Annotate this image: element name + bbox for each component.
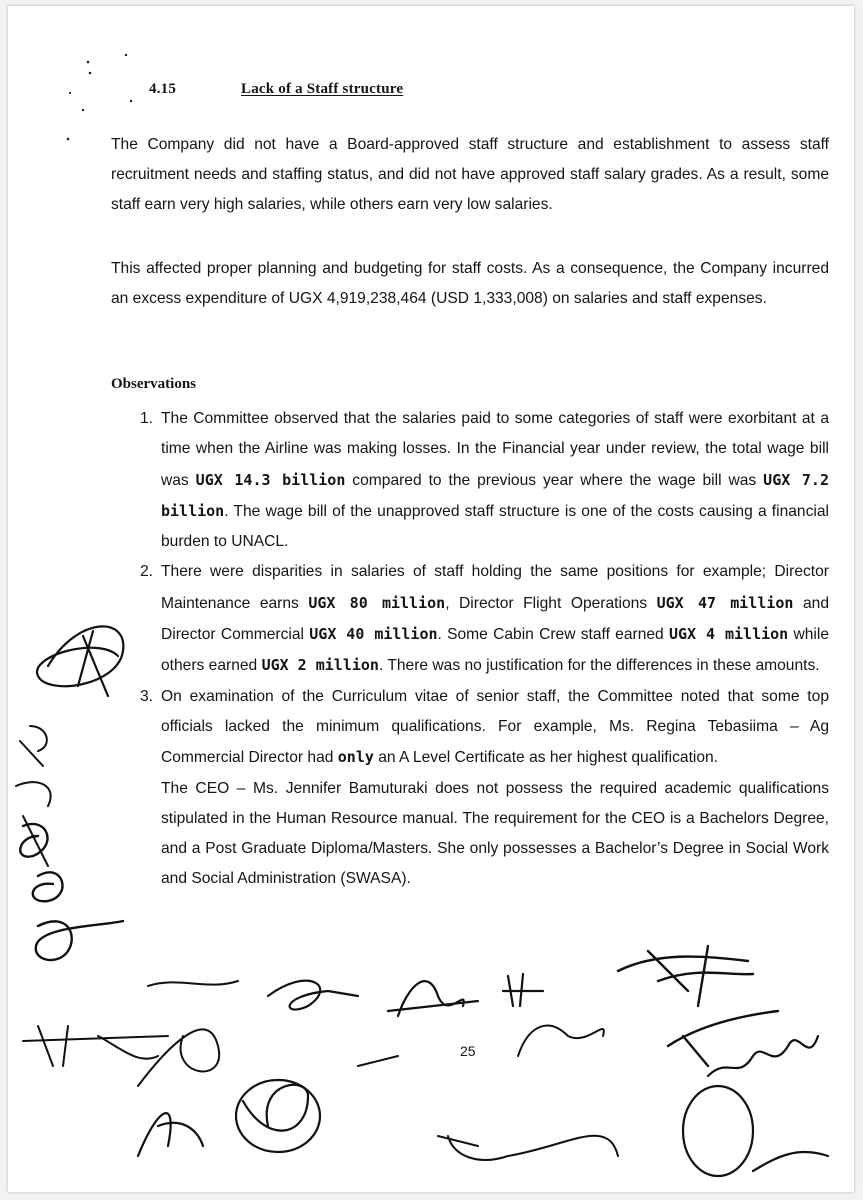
observation-number: 1. <box>140 410 154 427</box>
section-heading <box>149 81 403 98</box>
observation-text: On examination of the Curriculum vitae of senior staff, the Committee noted that some top officials lacked the minimum qualifications. For example, Ms. Regina Tebasiima – Ag Commercial Director had <box>161 687 829 767</box>
signature-bottom-left-1 <box>23 981 238 1086</box>
intro-paragraph-1 <box>111 130 829 220</box>
signature-left-3 <box>20 824 123 960</box>
observation-item <box>111 682 829 895</box>
observation-text: . The wage bill of the unapproved staff structure is one of the costs causing a financial burden to UNACL. <box>161 502 829 551</box>
observation-text: and Director Commercial <box>161 594 829 644</box>
page-number: 25 <box>460 1043 476 1059</box>
signature-left-2 <box>16 726 51 866</box>
observations-heading: Observations <box>111 376 197 392</box>
emphasized-amount: UGX 2 million <box>261 656 379 675</box>
observation-text: The Committee observed that the salaries paid to some categories of staff were exorbitant at a time when the Airline was making losses. In the Financial year under review, the total wage bill was <box>161 410 829 489</box>
observation-text: while others earned <box>161 626 829 675</box>
signature-right-2 <box>683 1036 828 1176</box>
section-number: 4.15 <box>149 81 177 97</box>
observation-text: , Director Flight Operations <box>445 594 657 612</box>
paragraph-text: The Company did not have a Board-approved staff structure and establishment to assess staff recruitment needs and staffing status, and did not have approved staff salary grades. As a result, some staff earn very high salaries, while others earn very low salaries. <box>111 136 829 213</box>
observation-text: . There was no justification for the differences in these amounts. <box>378 657 820 675</box>
document-page <box>8 6 854 1192</box>
emphasized-amount: UGX 80 million <box>308 593 446 612</box>
emphasized-amount: UGX 14.3 billion <box>195 470 346 489</box>
emphasized-amount: UGX 40 million <box>309 625 438 644</box>
observation-item <box>111 557 829 681</box>
observation-text: . Some Cabin Crew staff earned <box>437 626 669 644</box>
emphasized-amount: UGX 47 million <box>656 593 794 612</box>
observation-text: There were disparities in salaries of staff holding the same positions for example; Director Maintenance earns <box>161 563 829 612</box>
signature-center-1 <box>268 974 543 1016</box>
signature-center-2 <box>358 1026 618 1160</box>
signature-right-1 <box>618 946 778 1066</box>
signature-bottom-left-2 <box>138 1080 320 1156</box>
emphasized-amount: only <box>337 748 374 767</box>
observation-number: 2. <box>140 563 154 581</box>
section-title: Lack of a Staff structure <box>241 81 404 97</box>
observations-list <box>111 404 829 895</box>
paragraph-text: This affected proper planning and budgeting for staff costs. As a consequence, the Company incurred an excess expenditure of UGX 4,919,238,464 (USD 1,333,008) on salaries and staff expenses. <box>111 260 829 307</box>
observation-text: The CEO – Ms. Jennifer Bamuturaki does not possess the required academic qualifications stipulated in the Human Resource manual. The requirement for the CEO is a Bachelors Degree, and a Post Graduate Diploma/Masters. She only possesses a Bachelor’s Degree in Social Work and Social Administration (SWASA). <box>161 779 829 888</box>
emphasized-amount: UGX 4 million <box>668 625 789 644</box>
observation-item <box>111 404 829 557</box>
observation-number: 3. <box>140 687 154 705</box>
emphasized-amount: UGX 7.2 billion <box>161 470 829 520</box>
intro-paragraph-2 <box>111 254 829 314</box>
observation-text: an A Level Certificate as her highest qualification. <box>373 749 719 767</box>
observation-text: compared to the previous year where the wage bill was <box>345 471 764 489</box>
